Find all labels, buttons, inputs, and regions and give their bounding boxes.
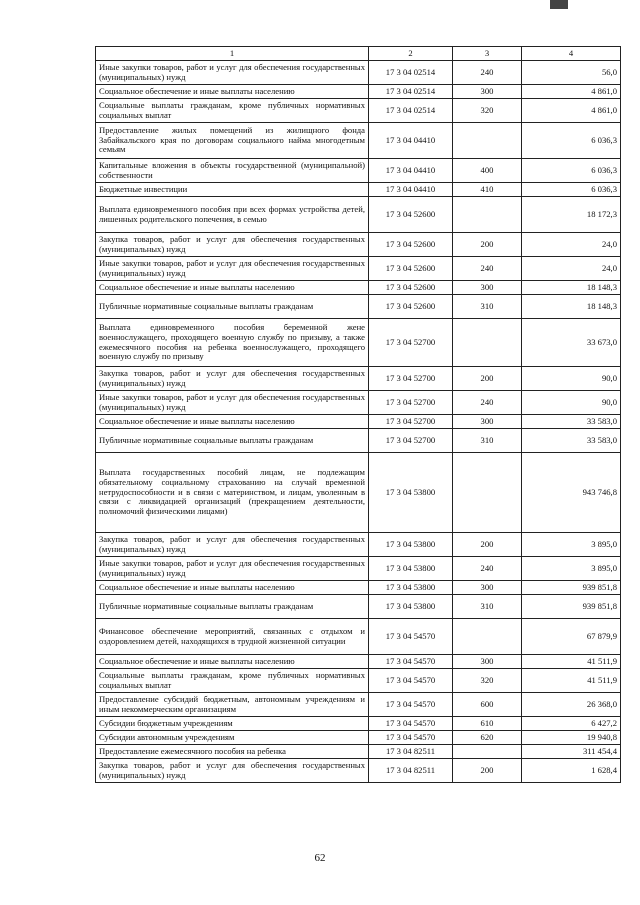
row-name: Иные закупки товаров, работ и услуг для обеспечения государственных (муниципальных) нужд [96, 391, 369, 415]
row-code: 17 3 04 54570 [369, 717, 453, 731]
row-name: Предоставление жилых помещений из жилищного фонда Забайкальского края по договорам социального найма многодетным семьям [96, 123, 369, 159]
row-name: Выплата государственных пособий лицам, не подлежащим обязательному социальному страхованию на случай временной нетрудоспособности и в связи с материнством, и лицам, уволенным в связи с ликвидацией организаций (прекращением деятельности, полномочий физическими лицами) [96, 453, 369, 533]
row-sum: 90,0 [522, 367, 621, 391]
row-name: Публичные нормативные социальные выплаты гражданам [96, 595, 369, 619]
row-vr: 310 [453, 595, 522, 619]
table-row [96, 99, 621, 123]
row-vr: 240 [453, 391, 522, 415]
row-sum: 3 895,0 [522, 557, 621, 581]
row-sum: 41 511,9 [522, 669, 621, 693]
row-vr: 300 [453, 655, 522, 669]
row-vr: 310 [453, 429, 522, 453]
row-sum: 33 583,0 [522, 415, 621, 429]
row-vr: 240 [453, 61, 522, 85]
row-name: Бюджетные инвестиции [96, 183, 369, 197]
table-row [96, 619, 621, 655]
row-vr: 610 [453, 717, 522, 731]
row-vr: 200 [453, 533, 522, 557]
row-code: 17 3 04 53800 [369, 595, 453, 619]
row-code: 17 3 04 54570 [369, 731, 453, 745]
row-sum: 19 940,8 [522, 731, 621, 745]
row-sum: 311 454,4 [522, 745, 621, 759]
row-name: Закупка товаров, работ и услуг для обеспечения государственных (муниципальных) нужд [96, 367, 369, 391]
row-name: Иные закупки товаров, работ и услуг для обеспечения государственных (муниципальных) нужд [96, 257, 369, 281]
budget-table [95, 46, 621, 783]
row-sum: 90,0 [522, 391, 621, 415]
row-vr [453, 453, 522, 533]
row-code: 17 3 04 52700 [369, 415, 453, 429]
row-sum: 943 746,8 [522, 453, 621, 533]
row-code: 17 3 04 54570 [369, 669, 453, 693]
row-name: Публичные нормативные социальные выплаты гражданам [96, 295, 369, 319]
row-code: 17 3 04 52600 [369, 257, 453, 281]
table-row [96, 233, 621, 257]
table-row [96, 731, 621, 745]
row-name: Капитальные вложения в объекты государственной (муниципальной) собственности [96, 159, 369, 183]
row-sum: 6 036,3 [522, 183, 621, 197]
row-sum: 33 673,0 [522, 319, 621, 367]
table-row [96, 123, 621, 159]
row-sum: 67 879,9 [522, 619, 621, 655]
row-sum: 1 628,4 [522, 759, 621, 783]
row-vr [453, 619, 522, 655]
table-row [96, 669, 621, 693]
row-sum: 4 861,0 [522, 99, 621, 123]
row-name: Закупка товаров, работ и услуг для обеспечения государственных (муниципальных) нужд [96, 533, 369, 557]
row-vr: 300 [453, 85, 522, 99]
table-header-row [96, 47, 621, 61]
row-code: 17 3 04 53800 [369, 453, 453, 533]
table-row [96, 85, 621, 99]
row-vr [453, 745, 522, 759]
page-number: 62 [314, 852, 326, 864]
table-row [96, 581, 621, 595]
row-vr: 320 [453, 669, 522, 693]
row-vr: 300 [453, 281, 522, 295]
row-code: 17 3 04 52700 [369, 391, 453, 415]
table-row [96, 415, 621, 429]
row-code: 17 3 04 52700 [369, 319, 453, 367]
row-sum: 6 036,3 [522, 159, 621, 183]
row-sum: 26 368,0 [522, 693, 621, 717]
table-row [96, 595, 621, 619]
row-sum: 24,0 [522, 257, 621, 281]
table-row [96, 745, 621, 759]
row-sum: 6 036,3 [522, 123, 621, 159]
row-name: Социальное обеспечение и иные выплаты населению [96, 85, 369, 99]
row-sum: 4 861,0 [522, 85, 621, 99]
row-code: 17 3 04 04410 [369, 159, 453, 183]
table-row [96, 759, 621, 783]
row-name: Выплата единовременного пособия при всех формах устройства детей, лишенных родительского попечения, в семью [96, 197, 369, 233]
column-header-4: 4 [522, 47, 621, 61]
row-sum: 18 148,3 [522, 281, 621, 295]
row-sum: 18 148,3 [522, 295, 621, 319]
row-name: Предоставление субсидий бюджетным, автономным учреждениям и иным некоммерческим организациям [96, 693, 369, 717]
row-vr: 200 [453, 759, 522, 783]
row-code: 17 3 04 54570 [369, 655, 453, 669]
row-code: 17 3 04 52600 [369, 197, 453, 233]
row-sum: 939 851,8 [522, 595, 621, 619]
row-sum: 33 583,0 [522, 429, 621, 453]
row-vr: 300 [453, 581, 522, 595]
row-name: Закупка товаров, работ и услуг для обеспечения государственных (муниципальных) нужд [96, 233, 369, 257]
row-code: 17 3 04 04410 [369, 123, 453, 159]
column-header-3: 3 [453, 47, 522, 61]
row-code: 17 3 04 52700 [369, 367, 453, 391]
table-row [96, 295, 621, 319]
row-vr: 310 [453, 295, 522, 319]
row-name: Закупка товаров, работ и услуг для обеспечения государственных (муниципальных) нужд [96, 759, 369, 783]
row-name: Публичные нормативные социальные выплаты гражданам [96, 429, 369, 453]
row-name: Социальные выплаты гражданам, кроме публичных нормативных социальных выплат [96, 669, 369, 693]
row-name: Социальное обеспечение и иные выплаты населению [96, 581, 369, 595]
row-code: 17 3 04 52600 [369, 233, 453, 257]
row-sum: 41 511,9 [522, 655, 621, 669]
table-row [96, 391, 621, 415]
row-vr: 240 [453, 557, 522, 581]
table-row [96, 197, 621, 233]
table-row [96, 61, 621, 85]
table-row [96, 557, 621, 581]
table-row [96, 655, 621, 669]
row-code: 17 3 04 02514 [369, 61, 453, 85]
row-code: 17 3 04 02514 [369, 99, 453, 123]
row-vr [453, 123, 522, 159]
row-vr [453, 319, 522, 367]
row-sum: 56,0 [522, 61, 621, 85]
row-code: 17 3 04 54570 [369, 693, 453, 717]
row-sum: 24,0 [522, 233, 621, 257]
row-code: 17 3 04 52700 [369, 429, 453, 453]
table-row [96, 367, 621, 391]
table-row [96, 159, 621, 183]
row-name: Социальные выплаты гражданам, кроме публичных нормативных социальных выплат [96, 99, 369, 123]
row-name: Субсидии автономным учреждениям [96, 731, 369, 745]
row-sum: 939 851,8 [522, 581, 621, 595]
row-vr: 300 [453, 415, 522, 429]
row-name: Социальное обеспечение и иные выплаты населению [96, 655, 369, 669]
row-name: Социальное обеспечение и иные выплаты населению [96, 281, 369, 295]
table-row [96, 453, 621, 533]
column-header-1: 1 [96, 47, 369, 61]
table-row [96, 717, 621, 731]
row-sum: 6 427,2 [522, 717, 621, 731]
column-header-2: 2 [369, 47, 453, 61]
row-sum: 3 895,0 [522, 533, 621, 557]
row-name: Иные закупки товаров, работ и услуг для обеспечения государственных (муниципальных) нужд [96, 557, 369, 581]
row-sum: 18 172,3 [522, 197, 621, 233]
table-row [96, 319, 621, 367]
row-code: 17 3 04 52600 [369, 295, 453, 319]
row-name: Иные закупки товаров, работ и услуг для обеспечения государственных (муниципальных) нужд [96, 61, 369, 85]
table-row [96, 183, 621, 197]
row-vr: 600 [453, 693, 522, 717]
row-vr: 200 [453, 233, 522, 257]
row-code: 17 3 04 54570 [369, 619, 453, 655]
table-row [96, 693, 621, 717]
row-code: 17 3 04 02514 [369, 85, 453, 99]
row-code: 17 3 04 52600 [369, 281, 453, 295]
row-code: 17 3 04 04410 [369, 183, 453, 197]
row-code: 17 3 04 82511 [369, 745, 453, 759]
scan-corner-mark [550, 0, 568, 9]
row-name: Финансовое обеспечение мероприятий, связанных с отдыхом и оздоровлением детей, находящихся в трудной жизненной ситуации [96, 619, 369, 655]
row-vr: 320 [453, 99, 522, 123]
row-name: Субсидии бюджетным учреждениям [96, 717, 369, 731]
table-row [96, 533, 621, 557]
row-name: Выплата единовременного пособия беременной жене военнослужащего, проходящего военную службу по призыву, а также ежемесячного пособия на ребенка военнослужащего, проходящего военную службу по призыву [96, 319, 369, 367]
row-vr: 200 [453, 367, 522, 391]
row-code: 17 3 04 53800 [369, 557, 453, 581]
row-vr: 400 [453, 159, 522, 183]
row-name: Социальное обеспечение и иные выплаты населению [96, 415, 369, 429]
row-vr: 410 [453, 183, 522, 197]
row-vr [453, 197, 522, 233]
table-row [96, 429, 621, 453]
row-code: 17 3 04 82511 [369, 759, 453, 783]
table-row [96, 281, 621, 295]
row-name: Предоставление ежемесячного пособия на ребенка [96, 745, 369, 759]
row-code: 17 3 04 53800 [369, 581, 453, 595]
row-code: 17 3 04 53800 [369, 533, 453, 557]
row-vr: 240 [453, 257, 522, 281]
row-vr: 620 [453, 731, 522, 745]
table-row [96, 257, 621, 281]
